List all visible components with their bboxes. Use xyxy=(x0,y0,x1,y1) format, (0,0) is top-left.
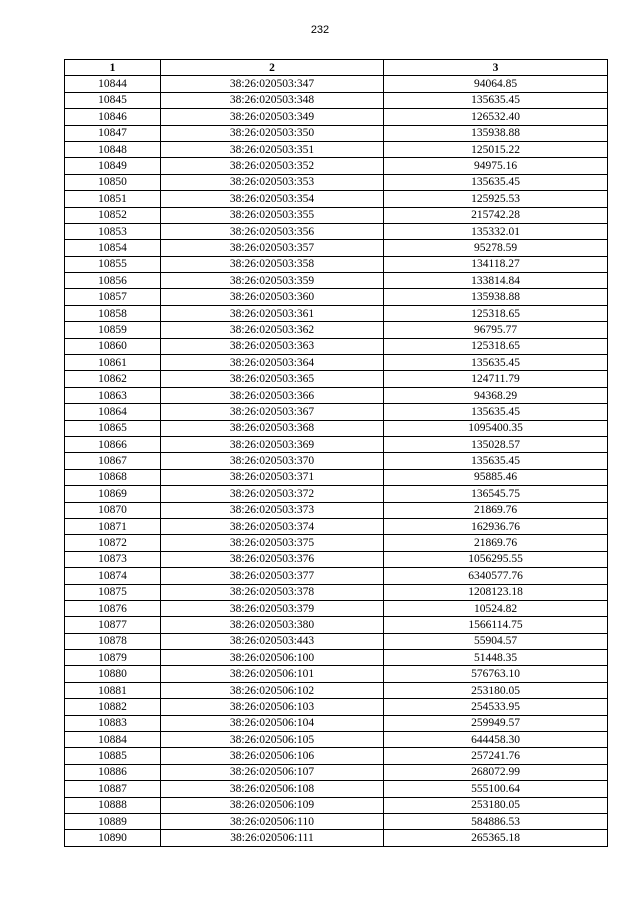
row-number-cell: 10848 xyxy=(65,141,161,157)
value-cell: 257241.76 xyxy=(384,748,608,764)
row-number-cell: 10881 xyxy=(65,682,161,698)
row-number-cell: 10888 xyxy=(65,797,161,813)
table-row xyxy=(65,371,608,387)
row-number-cell: 10853 xyxy=(65,223,161,239)
value-cell: 94975.16 xyxy=(384,158,608,174)
row-number-cell: 10849 xyxy=(65,158,161,174)
value-cell: 95278.59 xyxy=(384,240,608,256)
table-row xyxy=(65,551,608,567)
value-cell: 134118.27 xyxy=(384,256,608,272)
value-cell: 94064.85 xyxy=(384,76,608,92)
cadastral-number-cell: 38:26:020503:352 xyxy=(161,158,384,174)
value-cell: 259949.57 xyxy=(384,715,608,731)
cadastral-number-cell: 38:26:020506:107 xyxy=(161,764,384,780)
row-number-cell: 10856 xyxy=(65,273,161,289)
cadastral-number-cell: 38:26:020503:374 xyxy=(161,518,384,534)
table-row xyxy=(65,191,608,207)
cadastral-number-cell: 38:26:020503:366 xyxy=(161,387,384,403)
cadastral-number-cell: 38:26:020503:361 xyxy=(161,305,384,321)
row-number-cell: 10872 xyxy=(65,535,161,551)
table-body xyxy=(65,76,608,846)
cadastral-number-cell: 38:26:020503:358 xyxy=(161,256,384,272)
value-cell: 584886.53 xyxy=(384,813,608,829)
table-row xyxy=(65,92,608,108)
row-number-cell: 10857 xyxy=(65,289,161,305)
cadastral-number-cell: 38:26:020503:377 xyxy=(161,568,384,584)
cadastral-number-cell: 38:26:020503:376 xyxy=(161,551,384,567)
cadastral-number-cell: 38:26:020503:353 xyxy=(161,174,384,190)
cadastral-number-cell: 38:26:020503:357 xyxy=(161,240,384,256)
value-cell: 555100.64 xyxy=(384,781,608,797)
table-row xyxy=(65,109,608,125)
value-cell: 253180.05 xyxy=(384,797,608,813)
cadastral-number-cell: 38:26:020503:362 xyxy=(161,322,384,338)
value-cell: 125318.65 xyxy=(384,338,608,354)
table-row xyxy=(65,584,608,600)
row-number-cell: 10851 xyxy=(65,191,161,207)
row-number-cell: 10869 xyxy=(65,486,161,502)
cadastral-number-cell: 38:26:020503:375 xyxy=(161,535,384,551)
cadastral-number-cell: 38:26:020503:363 xyxy=(161,338,384,354)
value-cell: 644458.30 xyxy=(384,732,608,748)
value-cell: 268072.99 xyxy=(384,764,608,780)
cadastral-number-cell: 38:26:020506:105 xyxy=(161,732,384,748)
table-row xyxy=(65,617,608,633)
value-cell: 55904.57 xyxy=(384,633,608,649)
table-row xyxy=(65,650,608,666)
table-row xyxy=(65,764,608,780)
cadastral-number-cell: 38:26:020503:443 xyxy=(161,633,384,649)
row-number-cell: 10847 xyxy=(65,125,161,141)
value-cell: 135635.45 xyxy=(384,453,608,469)
value-cell: 136545.75 xyxy=(384,486,608,502)
value-cell: 1095400.35 xyxy=(384,420,608,436)
cadastral-number-cell: 38:26:020503:370 xyxy=(161,453,384,469)
cadastral-number-cell: 38:26:020503:369 xyxy=(161,436,384,452)
value-cell: 135028.57 xyxy=(384,436,608,452)
value-cell: 125318.65 xyxy=(384,305,608,321)
cadastral-number-cell: 38:26:020503:367 xyxy=(161,404,384,420)
value-cell: 1056295.55 xyxy=(384,551,608,567)
table-row xyxy=(65,158,608,174)
row-number-cell: 10863 xyxy=(65,387,161,403)
value-cell: 162936.76 xyxy=(384,518,608,534)
cadastral-number-cell: 38:26:020503:379 xyxy=(161,600,384,616)
table-row xyxy=(65,387,608,403)
value-cell: 576763.10 xyxy=(384,666,608,682)
table-row xyxy=(65,289,608,305)
cadastral-number-cell: 38:26:020506:102 xyxy=(161,682,384,698)
table-row xyxy=(65,338,608,354)
value-cell: 135635.45 xyxy=(384,174,608,190)
column-header-1: 1 xyxy=(65,60,161,76)
value-cell: 135635.45 xyxy=(384,404,608,420)
value-cell: 1208123.18 xyxy=(384,584,608,600)
value-cell: 135635.45 xyxy=(384,92,608,108)
table-row xyxy=(65,502,608,518)
column-header-2: 2 xyxy=(161,60,384,76)
row-number-cell: 10885 xyxy=(65,748,161,764)
row-number-cell: 10846 xyxy=(65,109,161,125)
row-number-cell: 10879 xyxy=(65,650,161,666)
table-row xyxy=(65,732,608,748)
table-row xyxy=(65,256,608,272)
cadastral-number-cell: 38:26:020503:372 xyxy=(161,486,384,502)
table-row xyxy=(65,453,608,469)
value-cell: 10524.82 xyxy=(384,600,608,616)
cadastral-number-cell: 38:26:020503:364 xyxy=(161,355,384,371)
table-row xyxy=(65,813,608,829)
row-number-cell: 10880 xyxy=(65,666,161,682)
row-number-cell: 10864 xyxy=(65,404,161,420)
row-number-cell: 10889 xyxy=(65,813,161,829)
value-cell: 254533.95 xyxy=(384,699,608,715)
row-number-cell: 10858 xyxy=(65,305,161,321)
cadastral-number-cell: 38:26:020503:360 xyxy=(161,289,384,305)
cadastral-number-cell: 38:26:020503:355 xyxy=(161,207,384,223)
cadastral-number-cell: 38:26:020506:104 xyxy=(161,715,384,731)
table-row xyxy=(65,518,608,534)
table-row xyxy=(65,797,608,813)
value-cell: 215742.28 xyxy=(384,207,608,223)
row-number-cell: 10875 xyxy=(65,584,161,600)
row-number-cell: 10859 xyxy=(65,322,161,338)
value-cell: 125925.53 xyxy=(384,191,608,207)
value-cell: 1566114.75 xyxy=(384,617,608,633)
row-number-cell: 10884 xyxy=(65,732,161,748)
value-cell: 124711.79 xyxy=(384,371,608,387)
row-number-cell: 10871 xyxy=(65,518,161,534)
table-row xyxy=(65,682,608,698)
cadastral-number-cell: 38:26:020503:365 xyxy=(161,371,384,387)
row-number-cell: 10890 xyxy=(65,830,161,846)
table-row xyxy=(65,404,608,420)
row-number-cell: 10882 xyxy=(65,699,161,715)
value-cell: 125015.22 xyxy=(384,141,608,157)
table-row xyxy=(65,469,608,485)
table-row xyxy=(65,535,608,551)
cadastral-number-cell: 38:26:020503:354 xyxy=(161,191,384,207)
page-number: 232 xyxy=(310,24,330,36)
row-number-cell: 10867 xyxy=(65,453,161,469)
cadastral-number-cell: 38:26:020503:351 xyxy=(161,141,384,157)
table-row xyxy=(65,223,608,239)
table-row xyxy=(65,715,608,731)
row-number-cell: 10877 xyxy=(65,617,161,633)
value-cell: 135938.88 xyxy=(384,289,608,305)
table-row xyxy=(65,486,608,502)
cadastral-number-cell: 38:26:020503:356 xyxy=(161,223,384,239)
row-number-cell: 10865 xyxy=(65,420,161,436)
row-number-cell: 10862 xyxy=(65,371,161,387)
table-row xyxy=(65,174,608,190)
cadastral-number-cell: 38:26:020506:103 xyxy=(161,699,384,715)
value-cell: 21869.76 xyxy=(384,535,608,551)
value-cell: 133814.84 xyxy=(384,273,608,289)
cadastral-number-cell: 38:26:020506:109 xyxy=(161,797,384,813)
table-row xyxy=(65,76,608,92)
row-number-cell: 10878 xyxy=(65,633,161,649)
row-number-cell: 10861 xyxy=(65,355,161,371)
value-cell: 135635.45 xyxy=(384,355,608,371)
table-row xyxy=(65,748,608,764)
row-number-cell: 10845 xyxy=(65,92,161,108)
value-cell: 265365.18 xyxy=(384,830,608,846)
table-header-row xyxy=(65,60,608,76)
value-cell: 51448.35 xyxy=(384,650,608,666)
row-number-cell: 10870 xyxy=(65,502,161,518)
row-number-cell: 10873 xyxy=(65,551,161,567)
cadastral-number-cell: 38:26:020503:347 xyxy=(161,76,384,92)
row-number-cell: 10844 xyxy=(65,76,161,92)
value-cell: 21869.76 xyxy=(384,502,608,518)
table-row xyxy=(65,125,608,141)
table-row xyxy=(65,568,608,584)
value-cell: 135332.01 xyxy=(384,223,608,239)
table-row xyxy=(65,436,608,452)
row-number-cell: 10850 xyxy=(65,174,161,190)
cadastral-number-cell: 38:26:020506:101 xyxy=(161,666,384,682)
row-number-cell: 10886 xyxy=(65,764,161,780)
row-number-cell: 10887 xyxy=(65,781,161,797)
row-number-cell: 10855 xyxy=(65,256,161,272)
table-row xyxy=(65,141,608,157)
cadastral-value-table xyxy=(64,59,608,847)
cadastral-number-cell: 38:26:020503:348 xyxy=(161,92,384,108)
row-number-cell: 10874 xyxy=(65,568,161,584)
table-row xyxy=(65,600,608,616)
cadastral-number-cell: 38:26:020506:106 xyxy=(161,748,384,764)
table-row xyxy=(65,207,608,223)
row-number-cell: 10860 xyxy=(65,338,161,354)
value-cell: 6340577.76 xyxy=(384,568,608,584)
value-cell: 135938.88 xyxy=(384,125,608,141)
cadastral-number-cell: 38:26:020503:378 xyxy=(161,584,384,600)
row-number-cell: 10866 xyxy=(65,436,161,452)
value-cell: 253180.05 xyxy=(384,682,608,698)
table-row xyxy=(65,633,608,649)
cadastral-number-cell: 38:26:020503:373 xyxy=(161,502,384,518)
table-row xyxy=(65,355,608,371)
row-number-cell: 10868 xyxy=(65,469,161,485)
table-row xyxy=(65,305,608,321)
cadastral-number-cell: 38:26:020503:349 xyxy=(161,109,384,125)
table-row xyxy=(65,830,608,846)
cadastral-number-cell: 38:26:020506:100 xyxy=(161,650,384,666)
value-cell: 96795.77 xyxy=(384,322,608,338)
cadastral-number-cell: 38:26:020506:110 xyxy=(161,813,384,829)
value-cell: 126532.40 xyxy=(384,109,608,125)
value-cell: 95885.46 xyxy=(384,469,608,485)
value-cell: 94368.29 xyxy=(384,387,608,403)
row-number-cell: 10852 xyxy=(65,207,161,223)
table-row xyxy=(65,240,608,256)
cadastral-number-cell: 38:26:020503:371 xyxy=(161,469,384,485)
row-number-cell: 10854 xyxy=(65,240,161,256)
table-row xyxy=(65,781,608,797)
cadastral-number-cell: 38:26:020503:359 xyxy=(161,273,384,289)
cadastral-number-cell: 38:26:020503:368 xyxy=(161,420,384,436)
cadastral-number-cell: 38:26:020506:108 xyxy=(161,781,384,797)
table-row xyxy=(65,699,608,715)
table-row xyxy=(65,420,608,436)
row-number-cell: 10883 xyxy=(65,715,161,731)
cadastral-number-cell: 38:26:020503:350 xyxy=(161,125,384,141)
table-row xyxy=(65,666,608,682)
table-row xyxy=(65,273,608,289)
cadastral-number-cell: 38:26:020503:380 xyxy=(161,617,384,633)
row-number-cell: 10876 xyxy=(65,600,161,616)
cadastral-number-cell: 38:26:020506:111 xyxy=(161,830,384,846)
table-row xyxy=(65,322,608,338)
column-header-3: 3 xyxy=(384,60,608,76)
